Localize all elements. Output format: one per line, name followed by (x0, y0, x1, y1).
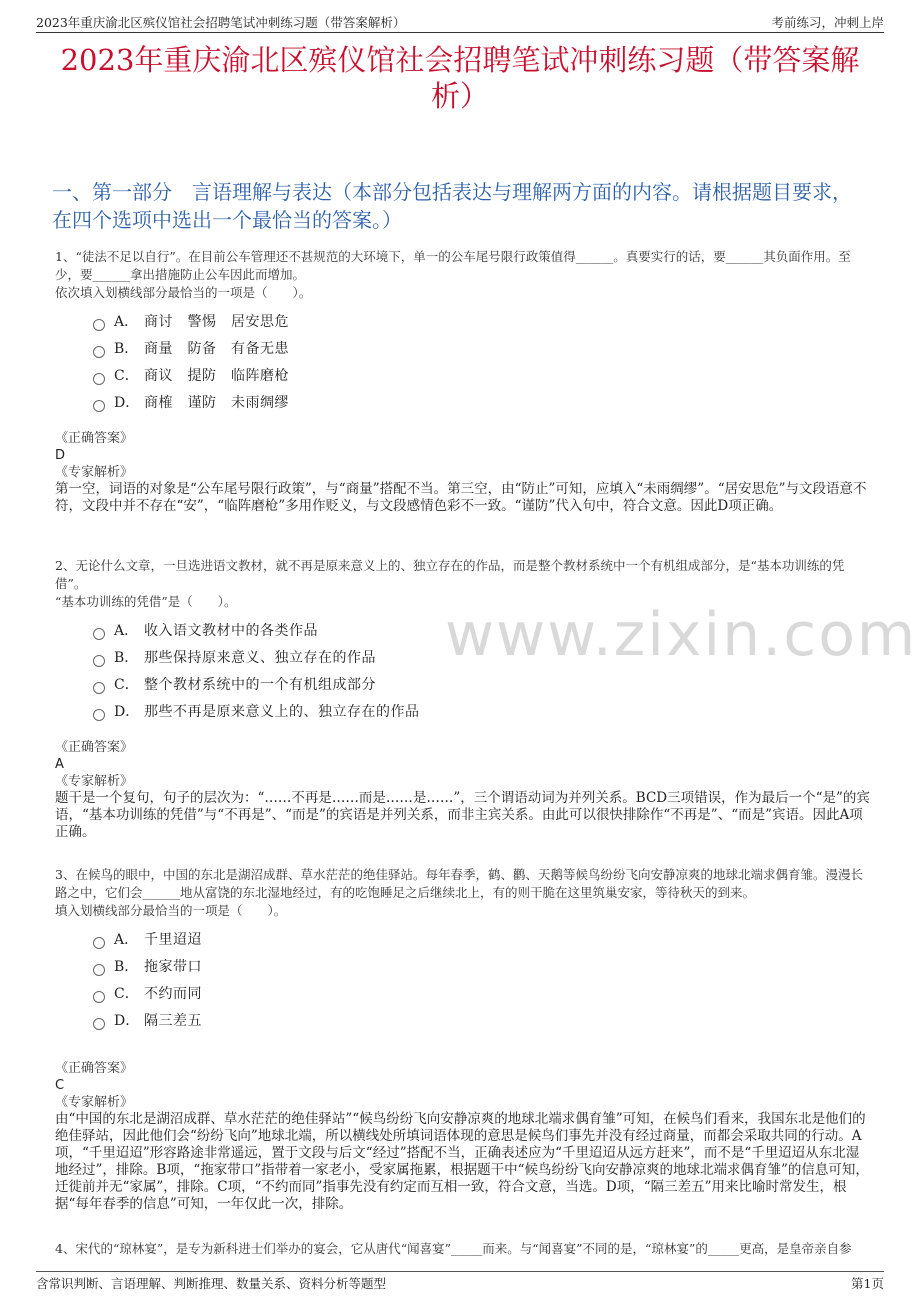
option-b[interactable] (93, 644, 872, 671)
question-prompt: “基本功训练的凭借”是（ ）。 (55, 594, 237, 609)
option-text: 商榷 谨防 未雨绸缪 (144, 394, 289, 411)
option-a[interactable] (93, 308, 872, 335)
answer-block-3 (55, 1060, 872, 1213)
question-prompt: 依次填入划横线部分最恰当的一项是（ ）。 (55, 285, 312, 300)
watermark: www.zixin.com (445, 600, 918, 670)
section-heading: 一、第一部分 言语理解与表达（本部分包括表达与理解两方面的内容。请根据题目要求，在四个选项中选出一个最恰当的答案。） (52, 180, 852, 232)
radio-icon[interactable] (93, 400, 105, 412)
option-c[interactable] (93, 671, 872, 698)
radio-icon[interactable] (93, 346, 105, 358)
option-text: 不约而同 (144, 985, 202, 1002)
radio-icon[interactable] (93, 655, 105, 667)
footer-note: 含常识判断、言语理解、判断推理、数量关系、资料分析等题型 (36, 1276, 387, 1291)
option-letter: C． (114, 367, 139, 384)
document-title: 2023年重庆渝北区殡仪馆社会招聘笔试冲刺练习题（带答案解析） (60, 43, 860, 113)
options-list (93, 617, 872, 725)
option-letter: C． (114, 985, 139, 1002)
radio-icon[interactable] (93, 628, 105, 640)
option-letter: B． (114, 958, 139, 975)
question-stem: 4、宋代的“琼林宴”，是专为新科进士们举办的宴会，它从唐代“闻喜宴”_____而来。与“闻喜宴”不同的是，“琼林宴”的_____更高，是皇帝亲自参 (55, 1241, 852, 1256)
radio-icon[interactable] (93, 373, 105, 385)
question-prompt: 填入划横线部分最恰当的一项是（ ）。 (55, 903, 287, 918)
correct-answer-label: 《正确答案》 (55, 431, 134, 446)
analysis-text: 题干是一个复句，句子的层次为：“……不再是……而是……是……”，三个谓语动词为并列关系。BCD三项错误，作为最后一个“是”的宾语，“基本功训练的凭借”与“不再是”、“而是”的宾语是并列关系，而非主宾关系。由此可以很快排除作“不再是”、“而是”宾语。因此A项正确。 (55, 790, 870, 840)
correct-answer: D (55, 448, 66, 463)
question-stem: 1、“徒法不足以自行”。在目前公车管理还不甚规范的大环境下，单一的公车尾号限行政策值得______。真要实行的话，要______其负面作用。至少，要______拿出措施防止公车因此而增加。 (55, 249, 851, 282)
option-text: 隔三差五 (144, 1012, 202, 1029)
question-1 (55, 248, 872, 416)
option-letter: D． (114, 394, 140, 411)
option-text: 千里迢迢 (144, 931, 202, 948)
header-slogan: 考前练习，冲刺上岸 (771, 15, 884, 30)
option-d[interactable] (93, 698, 872, 725)
options-list (93, 308, 872, 416)
header-doc-title: 2023年重庆渝北区殡仪馆社会招聘笔试冲刺练习题（带答案解析） (36, 15, 406, 30)
correct-answer: C (55, 1078, 65, 1093)
option-b[interactable] (93, 953, 872, 980)
option-d[interactable] (93, 389, 872, 416)
answer-block-1 (55, 430, 872, 515)
options-list (93, 926, 872, 1034)
option-c[interactable] (93, 980, 872, 1007)
radio-icon[interactable] (93, 319, 105, 331)
option-b[interactable] (93, 335, 872, 362)
radio-icon[interactable] (93, 964, 105, 976)
question-2 (55, 557, 872, 725)
option-letter: B． (114, 649, 139, 666)
option-text: 商讨 警惕 居安思危 (144, 313, 289, 330)
question-3 (55, 866, 872, 1034)
analysis-text: 由“中国的东北是湖沼成群、草水茫茫的绝佳驿站”“候鸟纷纷飞向安静凉爽的地球北端求偶育雏”可知，在候鸟们看来，我国东北是他们的绝佳驿站，因此他们会“纷纷飞向”地球北端，所以横线处所填词语体现的意思是候鸟们事先并没有经过商量，而都会采取共同的行动。A项，“千里迢迢”形容路途非常遥远，置于文段与后文“经过”搭配不当，正确表述应为“千里迢迢从远方赶来”，而不是“千里迢迢从东北湿地经过”，排除。B项，“拖家带口”指带着一家老小，受家属拖累，根据题干中“候鸟纷纷飞向安静凉爽的地球北端求偶育雏”的信息可知，迁徙前并无“家属”，排除。C项，“不约而同”指事先没有约定而互相一致，符合文意，当选。D项，“隔三差五”用来比喻时常发生，根据“每年春季的信息”可知，一年仅此一次，排除。 (55, 1111, 869, 1212)
option-text: 商议 提防 临阵磨枪 (144, 367, 289, 384)
radio-icon[interactable] (93, 991, 105, 1003)
option-text: 商量 防备 有备无患 (144, 340, 289, 357)
option-text: 那些不再是原来意义上的、独立存在的作品 (144, 703, 420, 720)
option-letter: B． (114, 340, 139, 357)
analysis-label: 《专家解析》 (55, 465, 134, 480)
page-header (36, 10, 884, 33)
radio-icon[interactable] (93, 937, 105, 949)
option-a[interactable] (93, 617, 872, 644)
option-text: 那些保持原来意义、独立存在的作品 (144, 649, 376, 666)
question-stem: 2、无论什么文章，一旦选进语文教材，就不再是原来意义上的、独立存在的作品，而是整个教材系统中一个有机组成部分，是“基本功训练的凭借”。 (55, 558, 845, 591)
option-c[interactable] (93, 362, 872, 389)
option-letter: D． (114, 1012, 140, 1029)
option-letter: A． (114, 622, 139, 639)
option-d[interactable] (93, 1007, 872, 1034)
option-a[interactable] (93, 926, 872, 953)
radio-icon[interactable] (93, 1018, 105, 1030)
correct-answer: A (55, 757, 64, 772)
radio-icon[interactable] (93, 682, 105, 694)
option-letter: C． (114, 676, 139, 693)
option-text: 收入语文教材中的各类作品 (144, 622, 318, 639)
option-text: 整个教材系统中的一个有机组成部分 (144, 676, 376, 693)
analysis-text: 第一空，词语的对象是“公车尾号限行政策”，与“商量”搭配不当。第三空，由“防止”可知，应填入“未雨绸缪”。“居安思危”与文段语意不符，文段中并不存在“安”，“临阵磨枪”多用作贬义，与文段感情色彩不一致。“谨防”代入句中，符合文意。因此D项正确。 (55, 481, 867, 514)
page-number: 第1页 (851, 1276, 884, 1291)
answer-block-2 (55, 739, 872, 841)
question-4 (55, 1240, 872, 1260)
option-letter: D． (114, 703, 140, 720)
option-letter: A． (114, 931, 139, 948)
page-footer (36, 1271, 884, 1291)
correct-answer-label: 《正确答案》 (55, 1061, 134, 1076)
correct-answer-label: 《正确答案》 (55, 740, 134, 755)
option-text: 拖家带口 (144, 958, 202, 975)
radio-icon[interactable] (93, 709, 105, 721)
question-stem: 3、在候鸟的眼中，中国的东北是湖沼成群、草水茫茫的绝佳驿站。每年春季，鹤、鹳、天鹅等候鸟纷纷飞向安静凉爽的地球北端求偶育雏。漫漫长路之中，它们会______地从富饶的东北湿地经过，有的吃饱睡足之后继续北上，有的则干脆在这里筑巢安家，等待秋天的到来。 (55, 867, 863, 900)
analysis-label: 《专家解析》 (55, 774, 134, 789)
option-letter: A． (114, 313, 139, 330)
analysis-label: 《专家解析》 (55, 1095, 134, 1110)
